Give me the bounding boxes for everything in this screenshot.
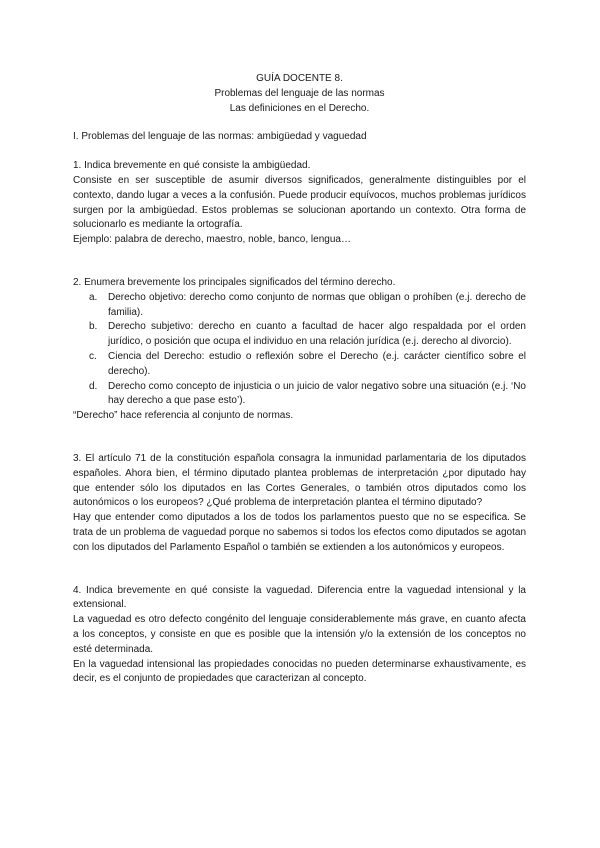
list-item: d. Derecho como concepto de injusticia o un juicio de valor negativo sobre una situación (e.j. ‘No hay derecho a que pase esto’).: [89, 380, 526, 407]
answer-1: Consiste en ser susceptible de asumir diversos significados, generalmente distinguibles por el contexto, dando lugar a veces a la confusión. Puede producir equívocos, muchos problemas jurídicos surgen por la ambigüedad. Estos problemas se solucionan aportando un contexto. Otra forma de solucionarlo es mediante la ortografía.: [73, 174, 526, 231]
guide-subtitle-2: Las definiciones en el Derecho.: [229, 102, 370, 114]
question-4-block: [73, 584, 526, 688]
section-title: I. Problemas del lenguaje de las normas: ambigüedad y vaguedad: [73, 131, 367, 143]
question-1-block: [73, 159, 526, 248]
answer-3: Hay que entender como diputados a los de todos los parlamentos puesto que no se especifica. Se trata de un problema de vaguedad porque no sabemos si todos los efectos como diputados se agotan con los diputados del Parlamento Español o también se extienden a los autonómicos y europeos.: [73, 512, 526, 553]
list-item: a. Derecho objetivo: derecho como conjunto de normas que obligan o prohíben (e.j. derecho de familia).: [89, 291, 526, 318]
list-item: c. Ciencia del Derecho: estudio o reflexión sobre el Derecho (e.j. carácter científico sobre el derecho).: [89, 350, 526, 377]
question-1: 1. Indica brevemente en qué consiste la ambigüedad.: [73, 160, 311, 172]
question-3: 3. El artículo 71 de la constitución española consagra la inmunidad parlamentaria de los diputados españoles. Ahora bien, el término diputado plantea problemas de interpretación ¿por diputado hay que entender sólo los diputados en las Cortes Generales, o también otros diputados como los autonómicos o los europeos? ¿Qué problema de interpretación plantea el término diputado?: [73, 452, 526, 509]
question-4: 4. Indica brevemente en qué consiste la vaguedad. Diferencia entre la vaguedad intensional y la extensional.: [73, 584, 526, 611]
answer-1-example: Ejemplo: palabra de derecho, maestro, noble, banco, lengua…: [73, 234, 351, 246]
question-2-block: [73, 276, 526, 424]
question-3-block: [73, 452, 526, 556]
list-item: b. Derecho subjetivo: derecho en cuanto a facultad de hacer algo respaldada por el orden jurídico, o posición que ocupa el individuo en una relación jurídica (e.j. derecho al divorcio).: [89, 321, 526, 348]
meanings-list: [73, 291, 526, 409]
guide-title: GUÍA DOCENTE 8.: [256, 73, 343, 84]
answer-4-part-2: En la vaguedad intensional las propiedades conocidas no pueden determinarse exhaustivamente, es decir, es el conjunto de propiedades que caracterizan al concepto.: [73, 658, 526, 685]
answer-2-note: “Derecho” hace referencia al conjunto de normas.: [73, 410, 294, 422]
document-header: [73, 72, 526, 116]
question-2: 2. Enumera brevemente los principales significados del término derecho.: [73, 276, 396, 288]
answer-4-part-1: La vaguedad es otro defecto congénito del lenguaje considerablemente más grave, en cuanto afecta a los conceptos, y consiste en que es posible que la intensión y/o la extensión de los conceptos no esté determinada.: [73, 614, 526, 655]
guide-subtitle-1: Problemas del lenguaje de las normas: [214, 87, 385, 99]
